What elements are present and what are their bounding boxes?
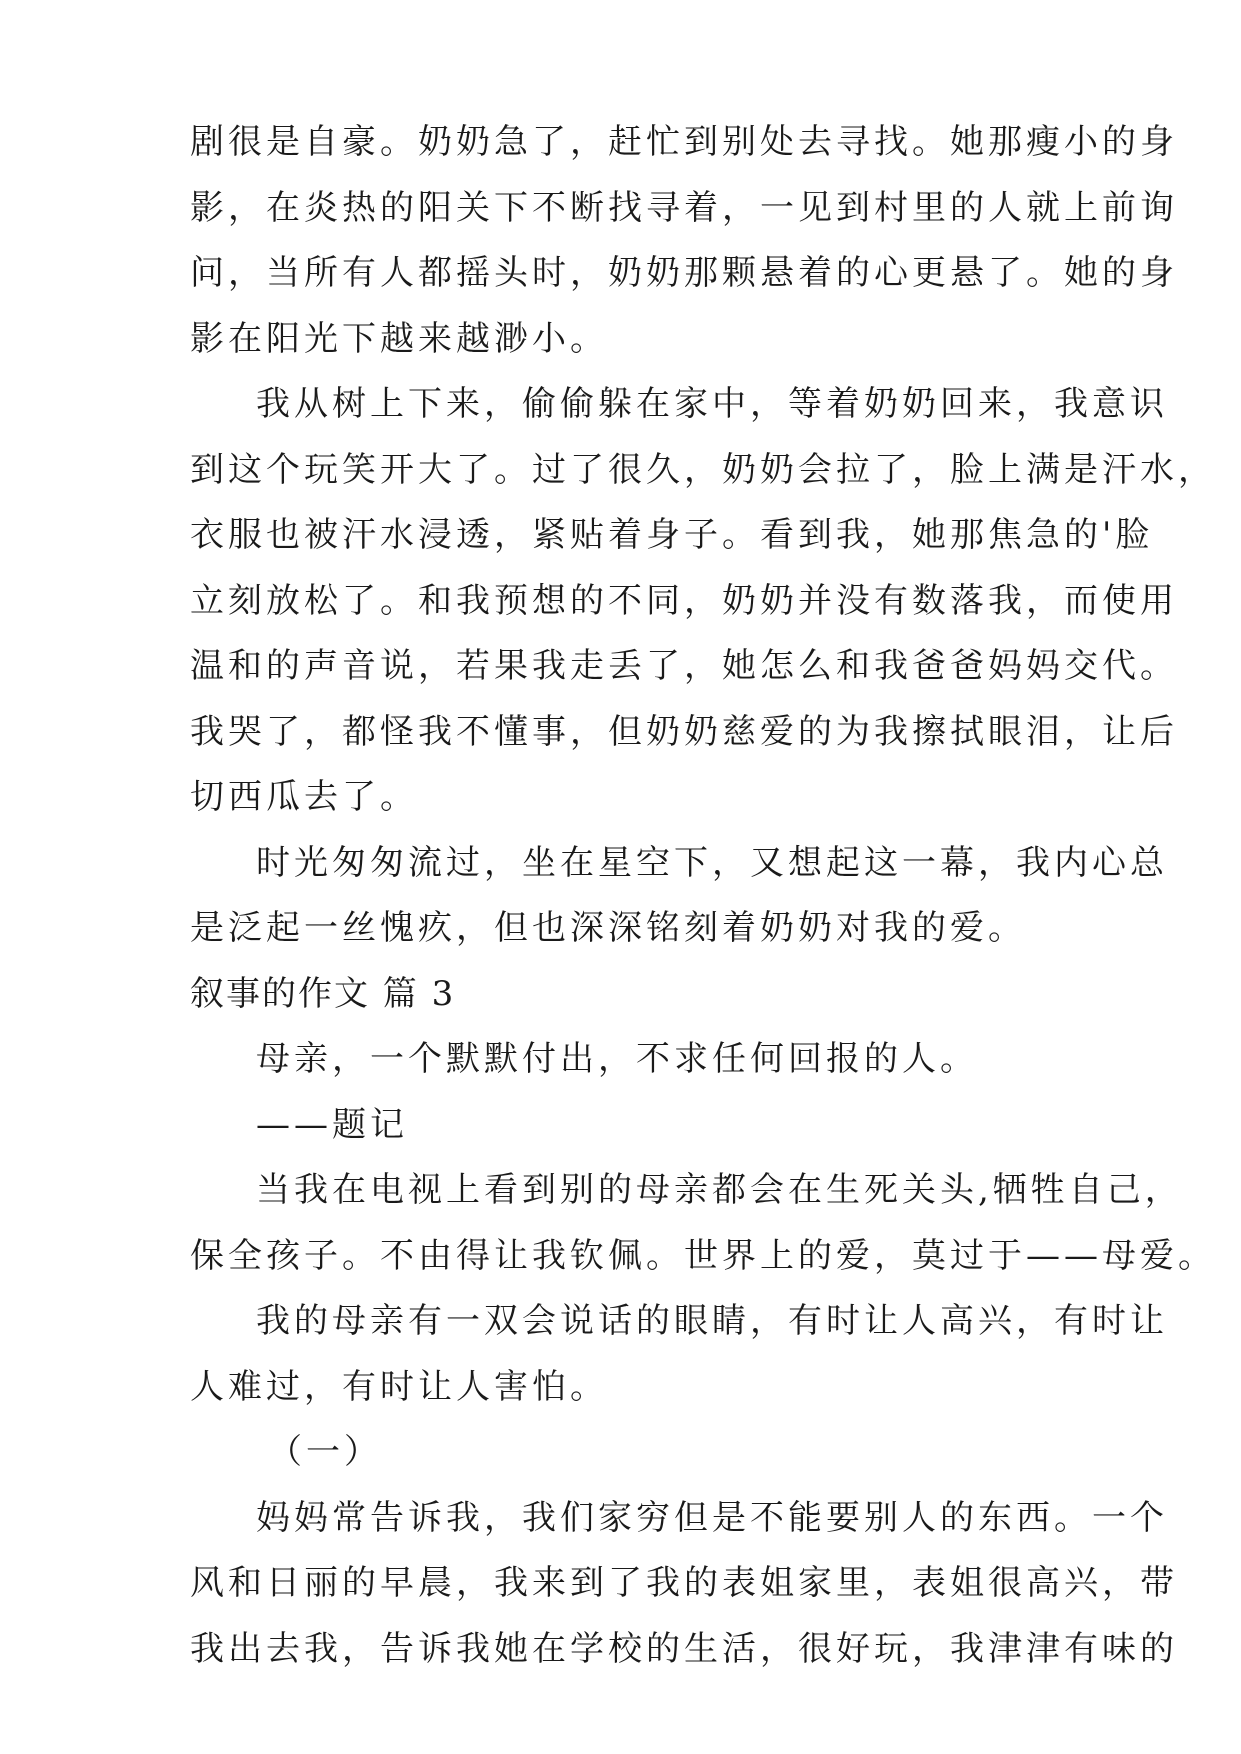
paragraph-line: 影，在炎热的阳关下不断找寻着，一见到村里的人就上前询: [190, 188, 1178, 228]
paragraph-line: 立刻放松了。和我预想的不同，奶奶并没有数落我，而使用: [190, 581, 1178, 621]
paragraph-line: 剧很是自豪。奶奶急了，赶忙到别处去寻找。她那瘦小的身: [190, 122, 1178, 162]
paragraph-line: 人难过，有时让人害怕。: [190, 1367, 608, 1407]
paragraph-line: 当我在电视上看到别的母亲都会在生死关头,牺牲自己，: [256, 1170, 1183, 1210]
paragraph-line: 时光匆匆流过，坐在星空下，又想起这一幕，我内心总: [256, 843, 1168, 883]
paragraph-line: 母亲，一个默默付出，不求任何回报的人。: [256, 1039, 978, 1079]
epigraph-attribution: ——题记: [256, 1105, 408, 1145]
paragraph-line: 我的母亲有一双会说话的眼睛，有时让人高兴，有时让: [256, 1301, 1168, 1341]
paragraph-line: 温和的声音说，若果我走丢了，她怎么和我爸爸妈妈交代。: [190, 646, 1178, 686]
paragraph-line: 妈妈常告诉我，我们家穷但是不能要别人的东西。一个: [256, 1498, 1168, 1538]
paragraph-line: 问，当所有人都摇头时，奶奶那颗悬着的心更悬了。她的身: [190, 253, 1178, 293]
paragraph-line: 切西瓜去了。: [190, 777, 418, 817]
paragraph-line: 风和日丽的早晨，我来到了我的表姐家里，表姐很高兴，带: [190, 1563, 1178, 1603]
paragraph-line: 衣服也被汗水浸透，紧贴着身子。看到我，她那焦急的'脸: [190, 515, 1154, 555]
paragraph-line: 是泛起一丝愧疚，但也深深铭刻着奶奶对我的爱。: [190, 908, 1026, 948]
section-heading: 叙事的作文 篇 3: [190, 974, 456, 1014]
paragraph-line: 保全孩子。不由得让我钦佩。世界上的爱，莫过于——母爱。: [190, 1236, 1216, 1276]
paragraph-line: 我从树上下来，偷偷躲在家中，等着奶奶回来，我意识: [256, 384, 1168, 424]
paragraph-line: 我出去我，告诉我她在学校的生活，很好玩，我津津有味的: [190, 1629, 1178, 1669]
subsection-marker: （一）: [268, 1432, 382, 1472]
paragraph-line: 到这个玩笑开大了。过了很久，奶奶会拉了，脸上满是汗水，: [190, 450, 1216, 490]
paragraph-line: 影在阳光下越来越渺小。: [190, 319, 608, 359]
paragraph-line: 我哭了，都怪我不懂事，但奶奶慈爱的为我擦拭眼泪，让后: [190, 712, 1178, 752]
